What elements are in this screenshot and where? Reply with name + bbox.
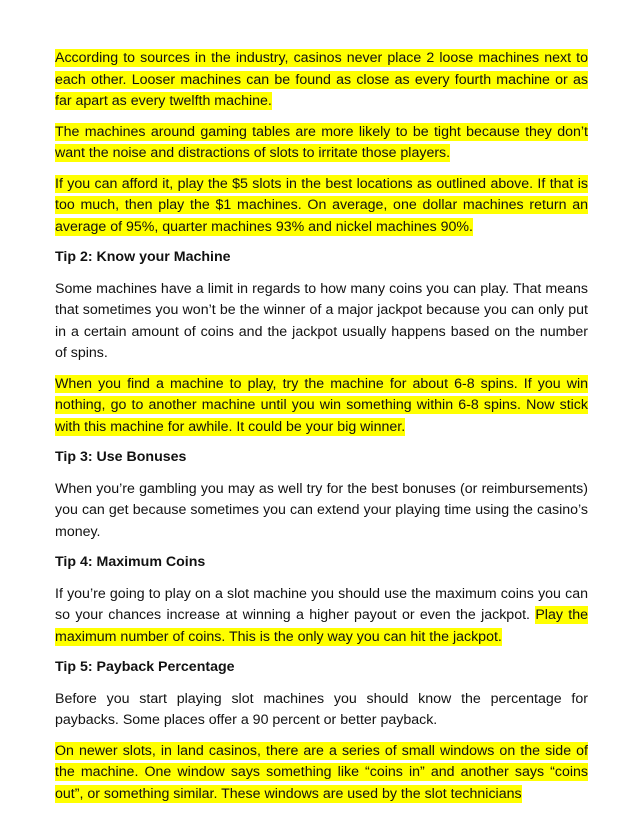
paragraph-loose-machines bbox=[55, 48, 588, 113]
heading-tip-3: Tip 3: Use Bonuses bbox=[55, 449, 187, 465]
heading-tip-4: Tip 4: Maximum Coins bbox=[55, 554, 206, 570]
paragraph-bonuses: When you’re gambling you may as well try for the best bonuses (or reimbursements) you can get because sometimes you can extend your playing time using the casino’s money. bbox=[55, 480, 588, 540]
highlighted-text: Play the maximum number of coins. This is the only way you can hit the jackpot. bbox=[55, 607, 588, 645]
paragraph-maximum-coins bbox=[55, 584, 588, 649]
highlighted-text: On newer slots, in land casinos, there are a series of small windows on the side of the machine. One window says something like “coins in” and another says “coins out”, or something similar. These windows are used by the slot technicians bbox=[55, 742, 588, 802]
heading-tip-5: Tip 5: Payback Percentage bbox=[55, 659, 235, 675]
highlighted-text: If you can afford it, play the $5 slots in the best locations as outlined above. If that is too much, then play the $1 machines. On average, one dollar machines return an average of 95%, quarter machines 93% and nickel machines 90%. bbox=[55, 175, 588, 235]
plain-text: If you’re going to play on a slot machine you should use the maximum coins you can so your chances increase at winning a higher payout or even the jackpot. bbox=[55, 585, 588, 623]
document-body bbox=[55, 48, 588, 814]
paragraph-gaming-tables bbox=[55, 122, 588, 165]
paragraph-test-spins bbox=[55, 374, 588, 439]
highlighted-text: When you find a machine to play, try the machine for about 6-8 spins. If you win nothing, go to another machine until you win something within 6-8 spins. Now stick with this machine for awhile. It could be your big winner. bbox=[55, 375, 588, 435]
highlighted-text: According to sources in the industry, casinos never place 2 loose machines next to each other. Looser machines can be found as close as every fourth machine or as far apart as every twelfth machine. bbox=[55, 50, 588, 109]
paragraph-afford-slots bbox=[55, 174, 588, 239]
paragraph-payback: Before you start playing slot machines you should know the percentage for paybacks. Some places offer a 90 percent or better payback. bbox=[55, 690, 588, 728]
heading-tip-2: Tip 2: Know your Machine bbox=[55, 249, 231, 265]
paragraph-windows bbox=[55, 741, 588, 806]
highlighted-text: The machines around gaming tables are more likely to be tight because they don’t want the noise and distractions of slots to irritate those players. bbox=[55, 123, 588, 161]
paragraph-coin-limit: Some machines have a limit in regards to how many coins you can play. That means that sometimes you won’t be the winner of a major jackpot because you can only put in a certain amount of coins and the jackpot usually happens based on the number of spins. bbox=[55, 280, 588, 361]
